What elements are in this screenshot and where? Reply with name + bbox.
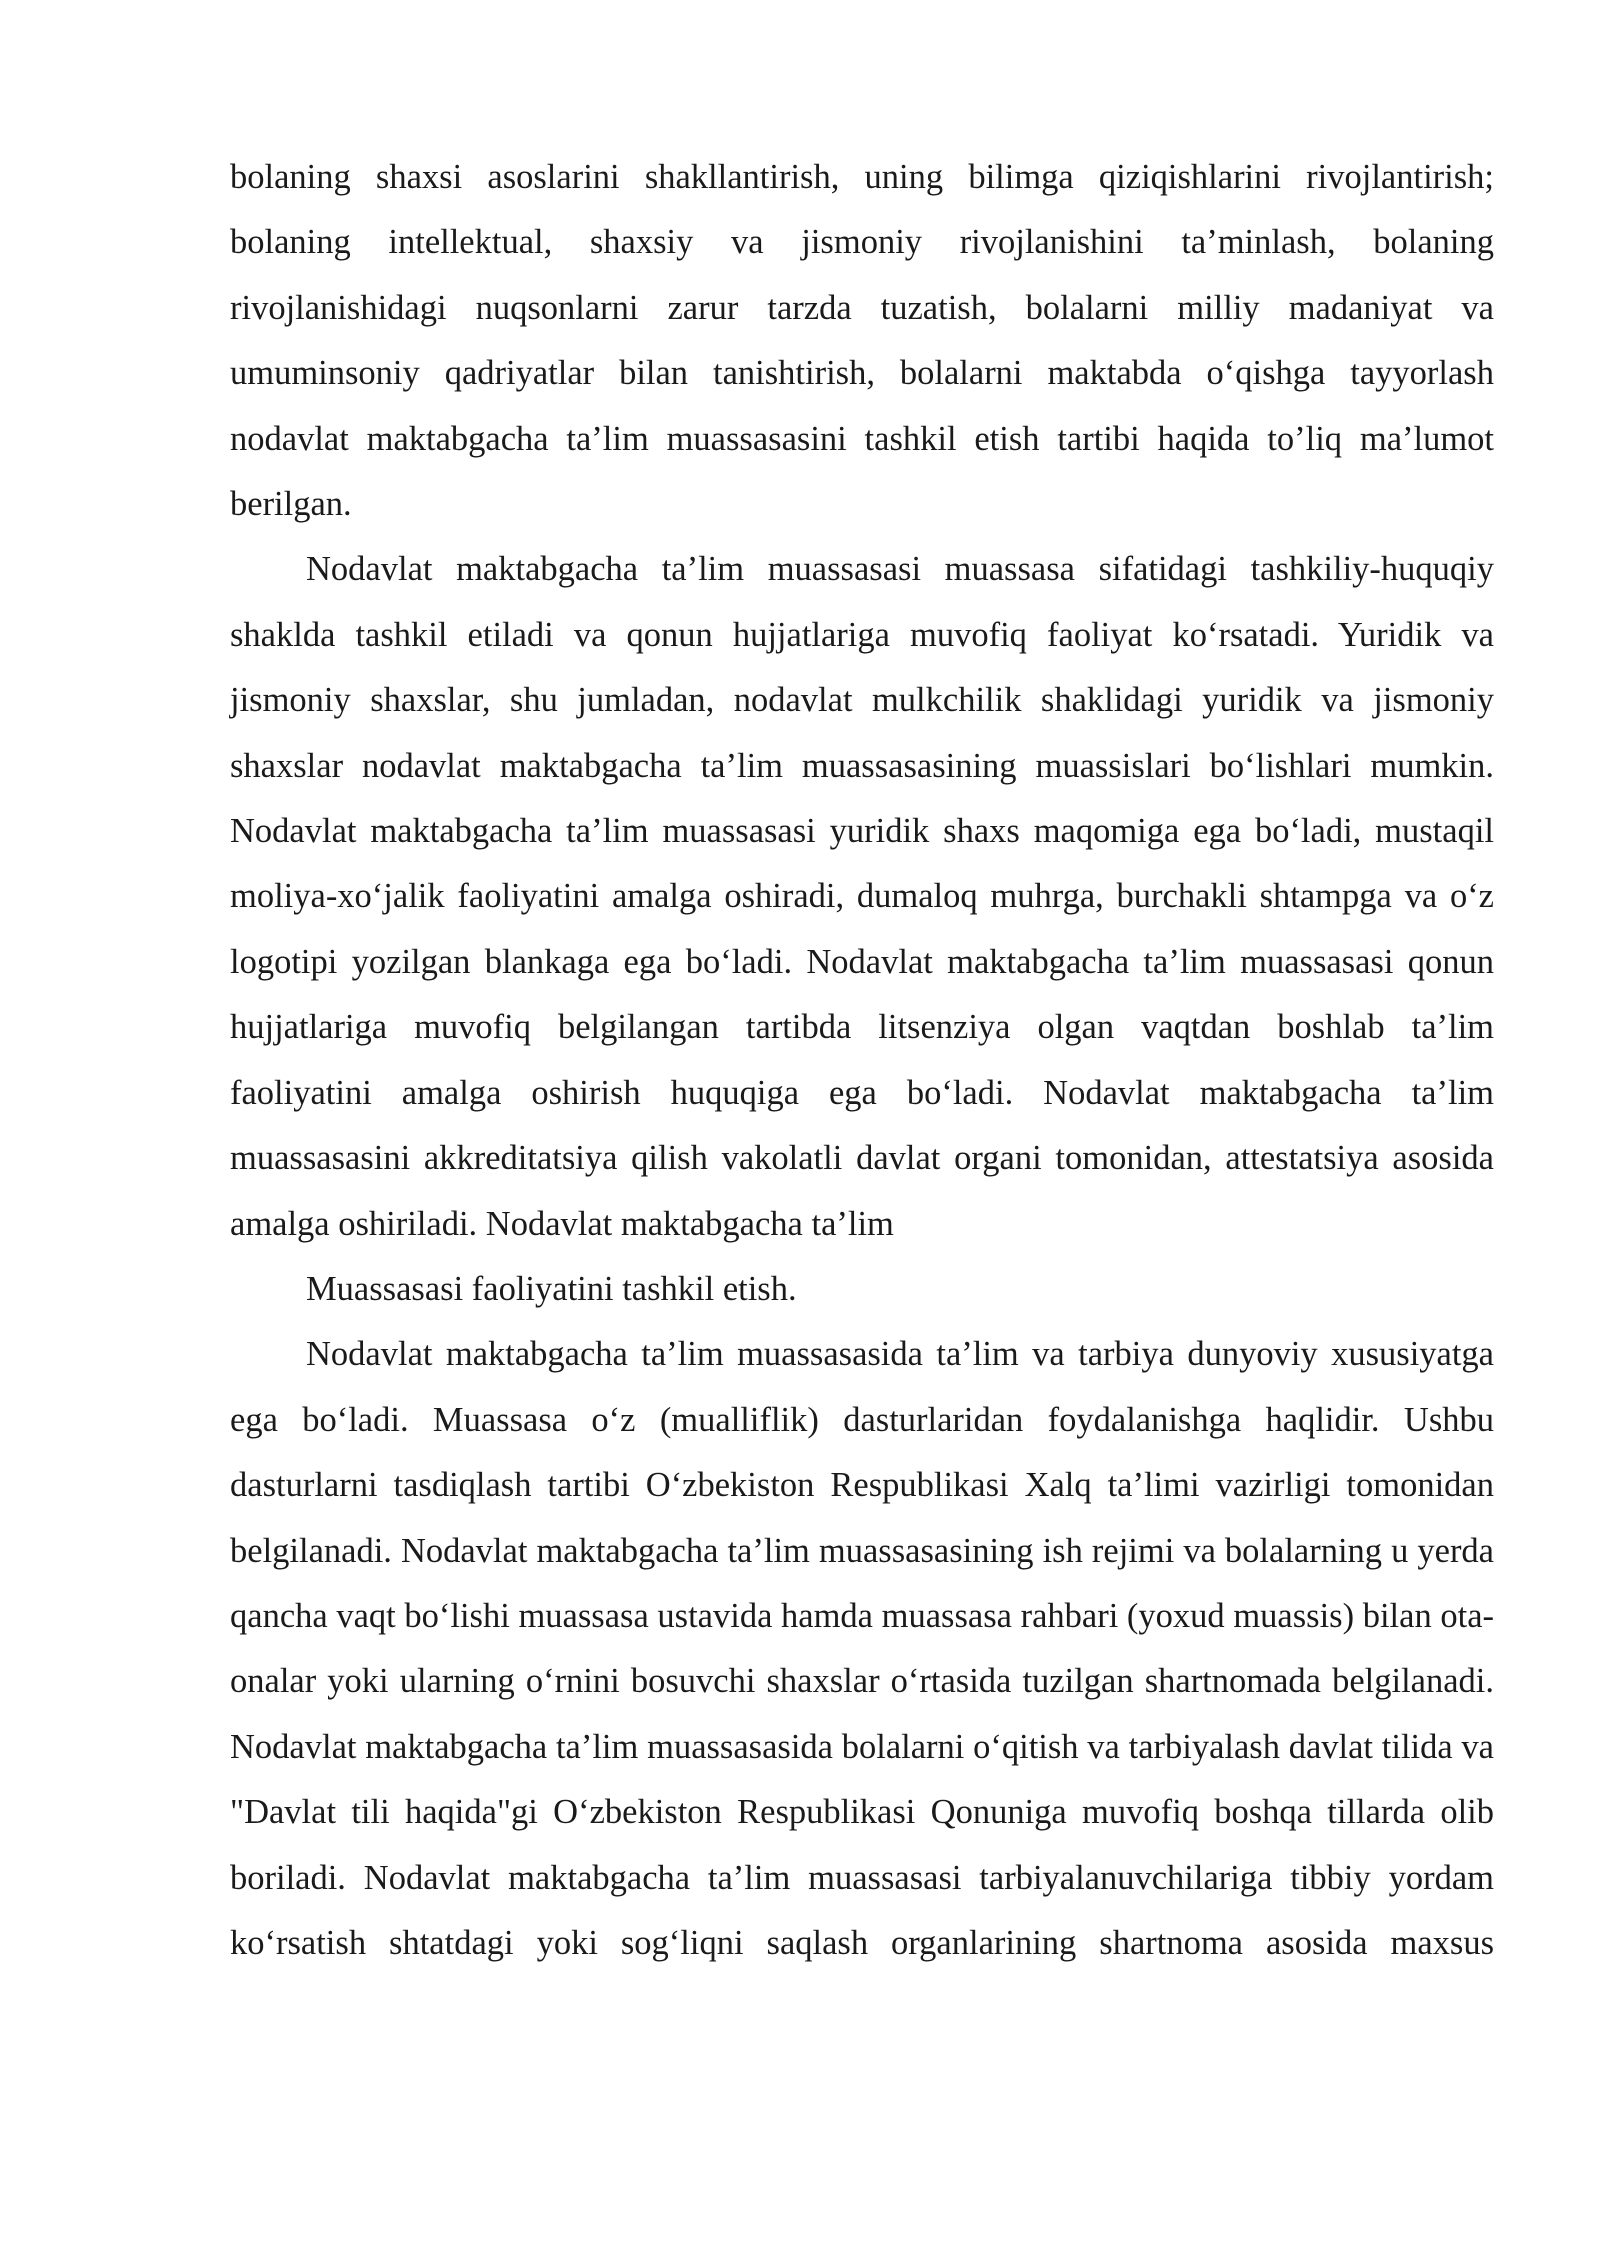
- document-body: [230, 145, 1494, 1976]
- paragraph-activity-organization: Nodavlat maktabgacha ta’lim muassasasida ta’lim va tarbiya dunyoviy xususiyatga ega bo‘ladi. Muassasa o‘z (mualliflik) dasturlaridan foydalanishga haqlidir. Ushbu dasturlarni tasdiqlash tartibi O‘zbekiston Respublikasi Xalq ta’limi vazirligi tomonidan belgilanadi. Nodavlat maktabgacha ta’lim muassasasining ish rejimi va bolalarning u yerda qancha vaqt bo‘lishi muassasa ustavida hamda muassasa rahbari (yoxud muassis) bilan ota-onalar yoki ularning o‘rnini bosuvchi shaxslar o‘rtasida tuzilgan shartnomada belgilanadi. Nodavlat maktabgacha ta’lim muassasasida bolalarni o‘qitish va tarbiyalash davlat tilida va "Davlat tili haqida"gi O‘zbekiston Respublikasi Qonuniga muvofiq boshqa tillarda olib boriladi. Nodavlat maktabgacha ta’lim muassasasi tarbiyalanuvchilariga tibbiy yordam ko‘rsatish shtatdagi yoki sog‘liqni saqlash organlarining shartnoma asosida maxsus: [230, 1335, 1494, 1962]
- paragraph-legal-form: Nodavlat maktabgacha ta’lim muassasasi muassasa sifatidagi tashkiliy-huquqiy shaklda tashkil etiladi va qonun hujjatlariga muvofiq faoliyat ko‘rsatadi. Yuridik va jismoniy shaxslar, shu jumladan, nodavlat mulkchilik shaklidagi yuridik va jismoniy shaxslar nodavlat maktabgacha ta’lim muassasasining muassislari bo‘lishlari mumkin. Nodavlat maktabgacha ta’lim muassasasi yuridik shaxs maqomiga ega bo‘ladi, mustaqil moliya-xo‘jalik faoliyatini amalga oshiradi, dumaloq muhrga, burchakli shtampga va o‘z logotipi yozilgan blankaga ega bo‘ladi. Nodavlat maktabgacha ta’lim muassasasi qonun hujjatlariga muvofiq belgilangan tartibda litsenziya olgan vaqtdan boshlab ta’lim faoliyatini amalga oshirish huquqiga ega bo‘ladi. Nodavlat maktabgacha ta’lim muassasasini akkreditatsiya qilish vakolatli davlat organi tomonidan, attestatsiya asosida amalga oshiriladi. Nodavlat maktabgacha ta’lim: [230, 550, 1494, 1243]
- paragraph-section-heading: Muassasasi faoliyatini tashkil etish.: [306, 1269, 797, 1308]
- paragraph-continuation: bolaning shaxsi asoslarini shakllantirish, uning bilimga qiziqishlarini rivojlantirish; bolaning intellektual, shaxsiy va jismoniy rivojlanishini ta’minlash, bolaning rivojlanishidagi nuqsonlarni zarur tarzda tuzatish, bolalarni milliy madaniyat va umuminsoniy qadriyatlar bilan tanishtirish, bolalarni maktabda o‘qishga tayyorlash nodavlat maktabgacha ta’lim muassasasini tashkil etish tartibi haqida to’liq ma’lumot berilgan.: [230, 158, 1494, 524]
